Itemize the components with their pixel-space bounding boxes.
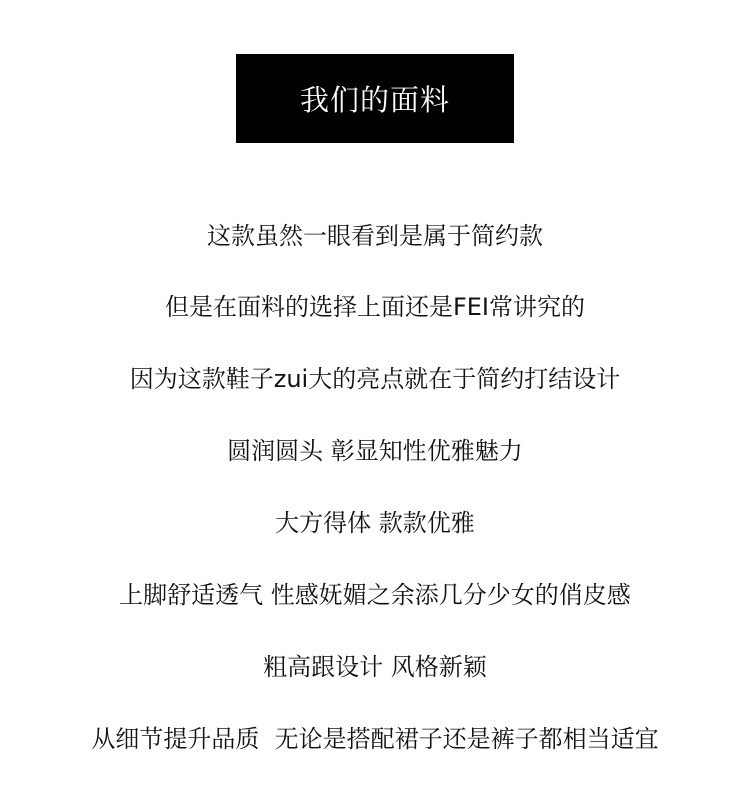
- description-line: 圆润圆头 彰显知性优雅魅力: [227, 437, 523, 465]
- description-line: 这款虽然一眼看到是属于简约款: [207, 222, 543, 250]
- description-line: 粗高跟设计 风格新颖: [263, 653, 487, 681]
- page-title: 我们的面料: [299, 83, 450, 117]
- description-line: 上脚舒适透气 性感妩媚之余添几分少女的俏皮感: [119, 581, 631, 609]
- description-line: 因为这款鞋子zui大的亮点就在于简约打结设计: [129, 365, 621, 393]
- description-line: 但是在面料的选择上面还是FEI常讲究的: [164, 293, 586, 321]
- description-line: 从细节提升品质 无论是搭配裙子还是裤子都相当适宜: [91, 725, 659, 753]
- description-line: 大方得体 款款优雅: [275, 509, 475, 537]
